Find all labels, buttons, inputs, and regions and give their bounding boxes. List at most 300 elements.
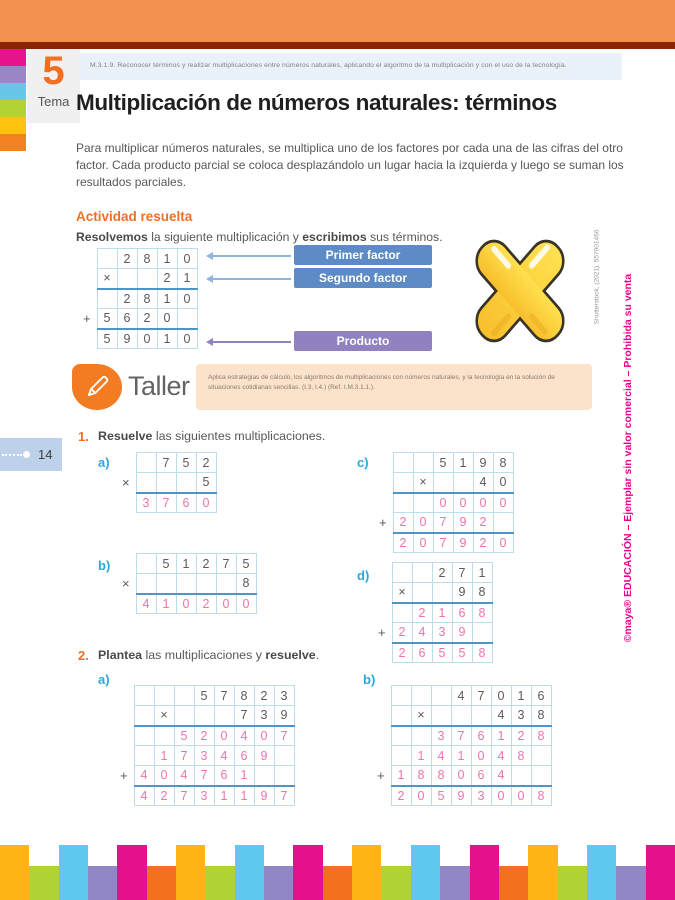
grid-cell: 5: [433, 453, 453, 473]
footer-bars: [0, 845, 675, 900]
grid-cell: [392, 603, 412, 623]
grid-cell: [432, 583, 452, 603]
exercise-2-bold: Plantea: [98, 648, 143, 662]
multiplication-sign-illustration: [464, 226, 576, 356]
grid-operator-sign: [114, 706, 134, 726]
grid-cell: 4: [136, 594, 156, 614]
exercise-2-end: .: [315, 648, 320, 662]
grid-operator-sign: [372, 643, 392, 663]
grid-cell: 4: [431, 746, 451, 766]
grid-cell: 0: [157, 309, 177, 329]
label-producto: Producto: [294, 331, 432, 351]
grid-cell: [531, 766, 551, 786]
grid-cell: 2: [196, 594, 216, 614]
exercise-2a-grid: [114, 685, 295, 806]
grid-operator-sign: +: [377, 625, 386, 640]
grid-cell: 8: [531, 726, 551, 746]
grid-operator-sign: [116, 554, 136, 574]
grid-cell: [391, 706, 411, 726]
grid-cell: 7: [216, 554, 236, 574]
grid-cell: 6: [117, 309, 137, 329]
grid-cell: 2: [117, 249, 137, 269]
footer-bar: [29, 866, 58, 900]
grid-cell: 8: [431, 766, 451, 786]
exercise-1-bold: Resuelve: [98, 429, 153, 443]
exercise-2-mid: las multiplicaciones y: [142, 648, 266, 662]
grid-cell: 4: [174, 766, 194, 786]
grid-cell: [176, 574, 196, 594]
grid-cell: [136, 453, 156, 473]
activity-heading: Actividad resuelta: [76, 209, 193, 224]
tema-color-square: [0, 134, 26, 151]
grid-cell: 2: [157, 269, 177, 289]
tema-color-square: [0, 66, 26, 83]
footer-bar: [59, 845, 88, 900]
footer-bar: [117, 845, 146, 900]
grid-operator-sign: [372, 583, 392, 603]
grid-operator-sign: [77, 329, 97, 349]
grid-cell: 3: [471, 786, 491, 806]
grid-cell: [393, 453, 413, 473]
grid-cell: 6: [234, 746, 254, 766]
footer-bar: [470, 845, 499, 900]
grid-operator-sign: +: [378, 515, 387, 530]
grid-operator-sign: [77, 269, 97, 289]
grid-cell: [134, 686, 154, 706]
multiplication-table: [371, 685, 552, 806]
grid-cell: 1: [432, 603, 452, 623]
grid-cell: [471, 706, 491, 726]
grid-cell: 2: [432, 563, 452, 583]
grid-cell: 5: [236, 554, 256, 574]
footer-bar: [528, 845, 557, 900]
page-title: Multiplicación de números naturales: términos: [76, 90, 557, 115]
publisher-brand: ©maya: [622, 607, 634, 643]
grid-cell: 9: [452, 583, 472, 603]
grid-cell: 6: [471, 766, 491, 786]
grid-cell: 1: [177, 269, 197, 289]
grid-cell: 8: [511, 746, 531, 766]
grid-cell: 0: [493, 473, 513, 493]
grid-cell: 1: [411, 746, 431, 766]
footer-bar: [411, 845, 440, 900]
taller-description-box: [196, 364, 592, 410]
grid-cell: 9: [254, 786, 274, 806]
grid-cell: 0: [493, 493, 513, 513]
taller-label: Taller: [128, 371, 190, 401]
multiplication-table: [372, 562, 493, 663]
grid-cell: ×: [154, 706, 174, 726]
grid-cell: 1: [214, 786, 234, 806]
tema-badge: [27, 49, 80, 123]
grid-cell: 1: [472, 563, 492, 583]
grid-cell: 3: [274, 686, 294, 706]
grid-cell: 7: [452, 563, 472, 583]
grid-label-1a: a): [98, 455, 110, 470]
grid-cell: 0: [413, 533, 433, 553]
intro-paragraph: Para multiplicar números naturales, se multiplica uno de los factores por cada una de las cifras del otro factor. Cada producto parcial se coloca desplazándolo un lugar hacia la izquierda y luego se suman los resultados parciales.: [76, 141, 624, 189]
grid-cell: 6: [531, 686, 551, 706]
grid-cell: 0: [413, 513, 433, 533]
grid-cell: 0: [176, 594, 196, 614]
footer-bar: [264, 866, 293, 900]
tema-number: 5: [42, 49, 65, 93]
grid-cell: ×: [392, 583, 412, 603]
multiplication-table: [114, 685, 295, 806]
grid-label-1b: b): [98, 558, 111, 573]
grid-cell: 7: [156, 453, 176, 473]
grid-cell: 2: [194, 726, 214, 746]
grid-cell: [174, 706, 194, 726]
grid-cell: 0: [511, 786, 531, 806]
footer-bar: [88, 866, 117, 900]
grid-cell: 5: [156, 554, 176, 574]
grid-cell: 7: [274, 726, 294, 746]
grid-cell: 1: [491, 726, 511, 746]
lead-text-1: la siguiente multiplicación y: [147, 230, 303, 244]
grid-cell: 9: [117, 329, 137, 349]
grid-cell: 2: [254, 686, 274, 706]
grid-cell: 2: [412, 603, 432, 623]
grid-cell: 8: [531, 706, 551, 726]
grid-cell: [154, 686, 174, 706]
grid-cell: 2: [392, 643, 412, 663]
footer-bar: [147, 866, 176, 900]
tema-color-square: [0, 49, 26, 66]
grid-cell: 9: [453, 533, 473, 553]
grid-operator-sign: [371, 686, 391, 706]
exercise-1-rest: las siguientes multiplicaciones.: [152, 429, 326, 443]
exercise-2-bold-2: resuelve: [265, 648, 316, 662]
grid-cell: 3: [511, 706, 531, 726]
grid-cell: [117, 269, 137, 289]
grid-cell: 0: [137, 329, 157, 349]
taller-badge: [72, 364, 122, 410]
grid-cell: 3: [194, 746, 214, 766]
grid-cell: 1: [234, 786, 254, 806]
grid-cell: [411, 726, 431, 746]
grid-cell: [177, 309, 197, 329]
grid-cell: [214, 706, 234, 726]
grid-cell: [451, 706, 471, 726]
curriculum-standard-box: [80, 53, 622, 80]
grid-cell: 4: [451, 686, 471, 706]
grid-cell: 8: [531, 786, 551, 806]
grid-cell: [216, 574, 236, 594]
grid-operator-sign: +: [82, 311, 91, 326]
grid-operator-sign: [371, 746, 391, 766]
arrow-primer-factor-icon: [209, 255, 291, 257]
grid-label-2b: b): [363, 672, 376, 687]
grid-cell: 1: [154, 746, 174, 766]
arrow-producto-icon: [209, 341, 291, 343]
exercise-2-number: 2.: [78, 648, 89, 663]
grid-cell: 0: [471, 746, 491, 766]
grid-cell: [412, 563, 432, 583]
grid-cell: 8: [472, 643, 492, 663]
grid-cell: 1: [157, 329, 177, 349]
grid-cell: [97, 249, 117, 269]
grid-operator-sign: [116, 594, 136, 614]
grid-cell: 8: [493, 453, 513, 473]
grid-cell: 1: [157, 249, 177, 269]
footer-bar: [205, 866, 234, 900]
footer-bar: [235, 845, 264, 900]
leader-dot-icon: [23, 451, 30, 458]
grid-cell: 6: [471, 726, 491, 746]
multiplication-table: [373, 452, 514, 553]
multiplication-table: [116, 553, 257, 614]
grid-cell: [274, 746, 294, 766]
footer-bar: [646, 845, 675, 900]
grid-cell: 5: [97, 309, 117, 329]
grid-operator-sign: [77, 289, 97, 309]
grid-cell: 6: [412, 643, 432, 663]
tema-color-square: [0, 117, 26, 134]
grid-operator-sign: [373, 493, 393, 513]
grid-cell: 2: [196, 554, 216, 574]
grid-cell: 0: [453, 493, 473, 513]
curriculum-standard-text: M.3.1.9. Reconocer términos y realizar multiplicaciones entre números naturales, aplicando el algoritmo de la multiplicación y con el uso de la tecnología.: [90, 62, 567, 69]
grid-cell: 8: [472, 603, 492, 623]
grid-cell: 2: [393, 513, 413, 533]
grid-cell: [511, 766, 531, 786]
grid-cell: 8: [411, 766, 431, 786]
grid-cell: 7: [433, 513, 453, 533]
grid-cell: 0: [493, 533, 513, 553]
grid-cell: [176, 473, 196, 493]
grid-cell: ×: [413, 473, 433, 493]
grid-operator-sign: [371, 786, 391, 806]
grid-cell: [431, 706, 451, 726]
grid-cell: 4: [473, 473, 493, 493]
grid-operator-sign: [114, 726, 134, 746]
grid-cell: 6: [176, 493, 196, 513]
grid-operator-sign: +: [376, 768, 385, 783]
top-bar-accent-line: [0, 42, 675, 49]
grid-operator-sign: [372, 563, 392, 583]
grid-cell: [433, 473, 453, 493]
grid-cell: 0: [433, 493, 453, 513]
grid-operator-sign: ×: [121, 576, 130, 591]
grid-cell: 5: [97, 329, 117, 349]
grid-cell: 3: [254, 706, 274, 726]
grid-operator-sign: [116, 493, 136, 513]
exercise-1a-grid: [116, 452, 217, 513]
grid-cell: [393, 473, 413, 493]
footer-bar: [440, 866, 469, 900]
grid-label-2a: a): [98, 672, 110, 687]
grid-cell: [136, 473, 156, 493]
grid-cell: [97, 289, 117, 309]
grid-cell: 5: [176, 453, 196, 473]
grid-cell: 4: [491, 766, 511, 786]
grid-operator-sign: [114, 686, 134, 706]
grid-cell: 7: [471, 686, 491, 706]
grid-cell: 9: [274, 706, 294, 726]
grid-cell: 3: [136, 493, 156, 513]
grid-operator-sign: [373, 453, 393, 473]
grid-cell: 7: [274, 786, 294, 806]
grid-cell: 5: [174, 726, 194, 746]
grid-operator-sign: [371, 706, 391, 726]
grid-cell: 1: [157, 289, 177, 309]
footer-bar: [352, 845, 381, 900]
label-primer-factor: Primer factor: [294, 245, 432, 265]
grid-cell: 0: [254, 726, 274, 746]
grid-cell: 6: [214, 766, 234, 786]
grid-cell: 8: [137, 249, 157, 269]
grid-cell: 0: [216, 594, 236, 614]
footer-bar: [499, 866, 528, 900]
taller-description-text: Aplica estrategias de cálculo, los algoritmos de multiplicaciones con números naturales, y la tecnología en la solución de situaciones cotidianas sencillas. (I.3, I.4.) (Ref. I.M.3.1.1.).: [208, 374, 555, 391]
grid-cell: 7: [194, 766, 214, 786]
grid-label-1d: d): [357, 568, 370, 583]
exercise-1b-grid: [116, 553, 257, 614]
footer-bar: [558, 866, 587, 900]
page-number-tab: [0, 438, 62, 471]
grid-cell: [274, 766, 294, 786]
grid-cell: 9: [453, 513, 473, 533]
grid-operator-sign: [372, 603, 392, 623]
grid-cell: 7: [214, 686, 234, 706]
dotted-leader: [2, 454, 22, 456]
grid-cell: [134, 746, 154, 766]
grid-cell: 3: [194, 786, 214, 806]
grid-operator-sign: +: [119, 768, 128, 783]
grid-cell: 5: [432, 643, 452, 663]
grid-cell: 4: [214, 746, 234, 766]
grid-cell: [531, 746, 551, 766]
grid-cell: [413, 453, 433, 473]
grid-cell: 7: [174, 786, 194, 806]
grid-operator-sign: [114, 746, 134, 766]
image-credit: Shutterstock, (2021). 557901466: [593, 229, 601, 325]
grid-cell: 0: [236, 594, 256, 614]
grid-cell: [154, 726, 174, 746]
grid-cell: 2: [196, 453, 216, 473]
grid-cell: [136, 554, 156, 574]
activity-lead: [76, 230, 442, 244]
grid-cell: 1: [451, 746, 471, 766]
tema-color-square: [0, 83, 26, 100]
grid-cell: 0: [214, 726, 234, 746]
exercise-2-text: [98, 648, 319, 662]
grid-cell: 7: [234, 706, 254, 726]
grid-cell: [391, 726, 411, 746]
grid-cell: 1: [511, 686, 531, 706]
grid-cell: 0: [196, 493, 216, 513]
grid-cell: 9: [254, 746, 274, 766]
grid-cell: 0: [491, 786, 511, 806]
grid-cell: 7: [156, 493, 176, 513]
grid-cell: 3: [431, 726, 451, 746]
grid-cell: 2: [117, 289, 137, 309]
grid-cell: 4: [412, 623, 432, 643]
grid-cell: 2: [393, 533, 413, 553]
grid-cell: [412, 583, 432, 603]
grid-cell: [137, 269, 157, 289]
grid-cell: [391, 686, 411, 706]
grid-cell: 1: [234, 766, 254, 786]
grid-cell: 9: [451, 786, 471, 806]
publisher-credit: [622, 274, 634, 643]
grid-cell: [196, 574, 216, 594]
grid-cell: ×: [97, 269, 117, 289]
multiplication-table: [77, 248, 198, 349]
grid-cell: 9: [473, 453, 493, 473]
lead-text-2: sus términos.: [366, 230, 443, 244]
top-bar: [0, 0, 675, 42]
grid-cell: [156, 574, 176, 594]
grid-cell: [391, 746, 411, 766]
grid-cell: 0: [451, 766, 471, 786]
grid-cell: 4: [134, 786, 154, 806]
grid-cell: [431, 686, 451, 706]
grid-cell: 5: [431, 786, 451, 806]
grid-cell: [134, 726, 154, 746]
exercise-1c-grid: [373, 452, 514, 553]
grid-cell: 5: [452, 643, 472, 663]
grid-cell: 8: [472, 583, 492, 603]
multiplication-table: [116, 452, 217, 513]
grid-cell: [493, 513, 513, 533]
grid-cell: 5: [196, 473, 216, 493]
grid-cell: 1: [453, 453, 473, 473]
grid-cell: 2: [473, 513, 493, 533]
tema-color-strip: [0, 49, 26, 151]
grid-operator-sign: [116, 453, 136, 473]
footer-bar: [176, 845, 205, 900]
grid-operator-sign: [371, 726, 391, 746]
grid-cell: [472, 623, 492, 643]
lead-bold-2: escribimos: [302, 230, 367, 244]
footer-bar: [616, 866, 645, 900]
grid-cell: 2: [154, 786, 174, 806]
grid-cell: 2: [473, 533, 493, 553]
grid-cell: 0: [473, 493, 493, 513]
tema-label: Tema: [37, 94, 70, 109]
grid-cell: [411, 686, 431, 706]
grid-cell: 0: [491, 686, 511, 706]
activity-grid: [77, 248, 198, 349]
grid-cell: 1: [156, 594, 176, 614]
grid-cell: [134, 706, 154, 726]
grid-cell: 9: [452, 623, 472, 643]
grid-cell: [136, 574, 156, 594]
footer-bar: [293, 845, 322, 900]
grid-cell: 4: [491, 706, 511, 726]
grid-label-1c: c): [357, 455, 369, 470]
grid-cell: [413, 493, 433, 513]
footer-bar: [587, 845, 616, 900]
grid-cell: 4: [491, 746, 511, 766]
exercise-2b-grid: [371, 685, 552, 806]
exercise-1-text: [98, 429, 325, 443]
footer-bar: [381, 866, 410, 900]
grid-operator-sign: ×: [121, 475, 130, 490]
label-segundo-factor: Segundo factor: [294, 268, 432, 288]
lead-bold-1: Resolvemos: [76, 230, 148, 244]
grid-cell: 5: [194, 686, 214, 706]
grid-cell: 4: [134, 766, 154, 786]
grid-cell: 2: [392, 623, 412, 643]
arrow-segundo-factor-icon: [209, 278, 291, 280]
footer-bar: [0, 845, 29, 900]
grid-cell: [194, 706, 214, 726]
grid-cell: 1: [176, 554, 196, 574]
publisher-credit-text: ® EDUCACIÓN – Ejemplar sin valor comercial – Prohibida su venta: [622, 273, 634, 608]
